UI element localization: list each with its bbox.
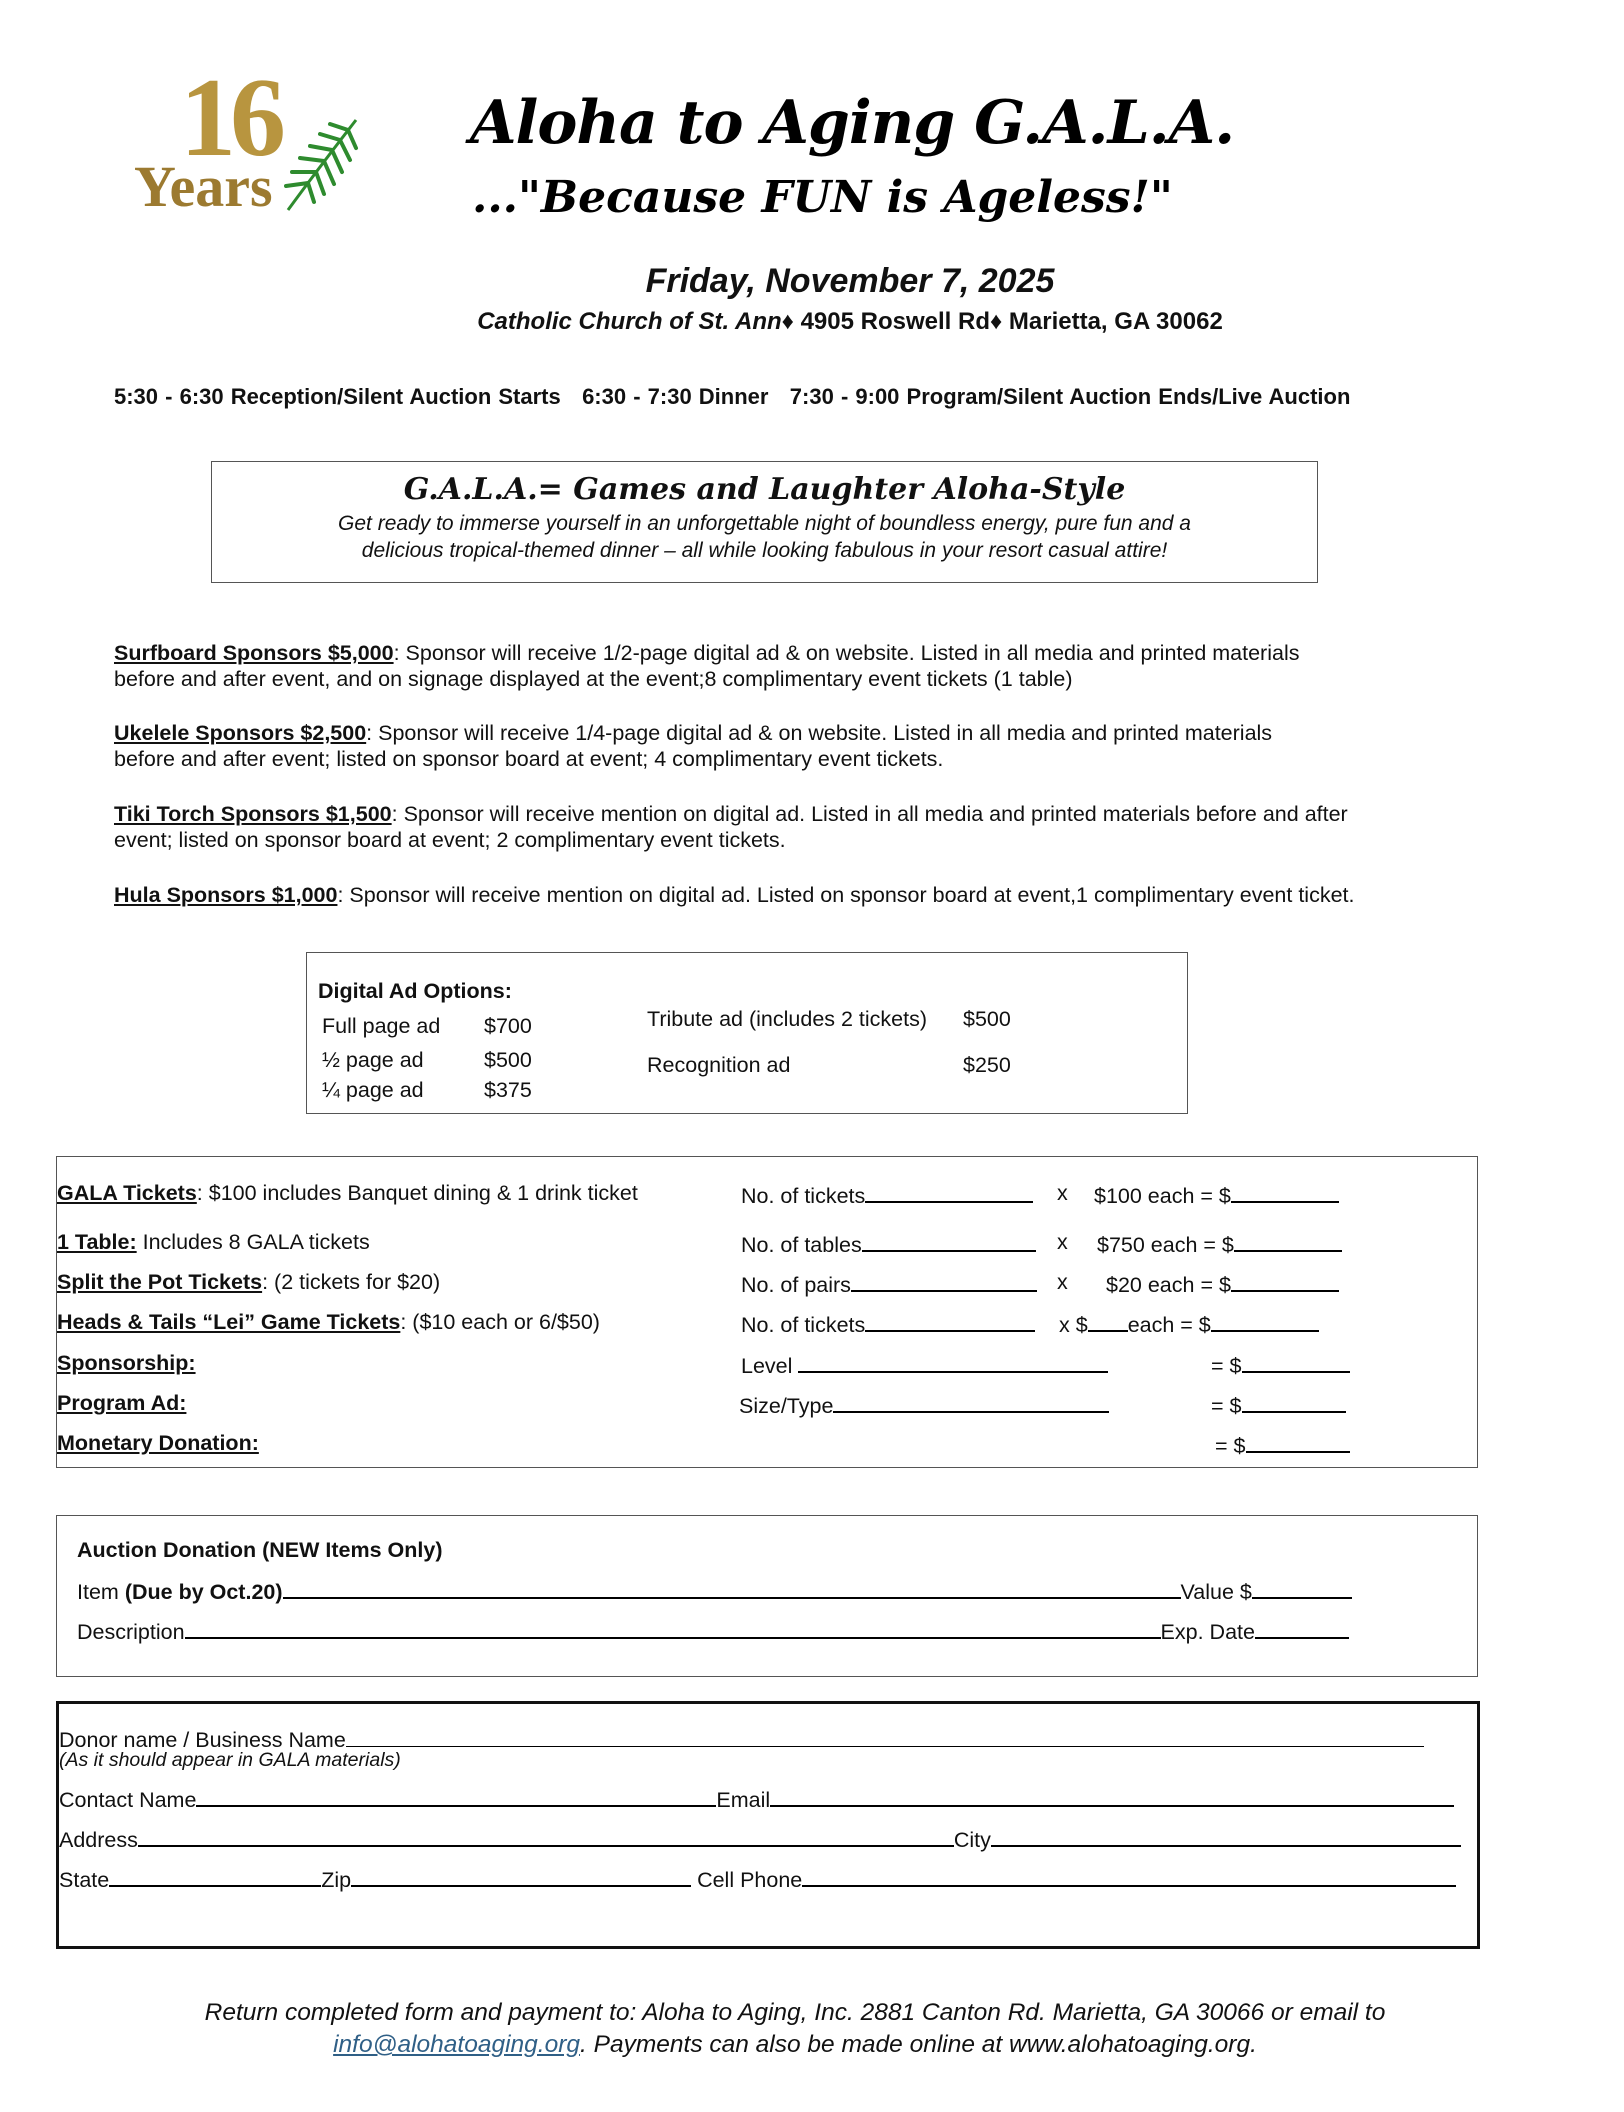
order-label: 1 Table: [57,1230,137,1254]
sixteen-years-logo [128,56,358,222]
order-form-box [56,1156,1478,1468]
donor-info-box [56,1701,1480,1949]
order-label: Program Ad: [57,1391,187,1415]
digital-ad-options-box [306,952,1188,1114]
order-mult: x [1057,1270,1068,1294]
order-total-blank[interactable] [1246,1431,1350,1453]
ad-option-name: Recognition ad [647,1053,791,1077]
cell-phone-blank[interactable] [802,1865,1456,1887]
order-qty-field[interactable] [741,1230,1036,1258]
order-qty-blank[interactable] [798,1351,1108,1373]
return-line-2-rest: . Payments can also be made online at www.alohatoaging.org. [580,2031,1257,2058]
auction-title: Auction Donation (NEW Items Only) [77,1538,443,1562]
ad-option-price: $700 [484,1014,532,1038]
gala-heading: G.A.L.A.= Games and Laughter Aloha-Style [403,472,1126,507]
sponsor-level-label: Ukelele Sponsors $2,500 [114,721,367,745]
auction-item-field[interactable] [77,1577,1352,1605]
order-total-blank[interactable] [1242,1391,1346,1413]
order-mult: x [1057,1230,1068,1254]
sponsor-level-label: Surfboard Sponsors $5,000 [114,641,394,665]
state-label: State [59,1868,110,1892]
auction-value-blank[interactable] [1252,1577,1352,1599]
ad-option-name: Full page ad [322,1014,441,1038]
ad-option-price: $500 [484,1048,532,1072]
sponsor-ukelele [114,720,1484,772]
sponsor-benefits: : Sponsor will receive 1/2-page digital ad & on website. Listed in all media and printed materials [393,641,1300,665]
gala-description-box [211,461,1318,583]
sponsor-surfboard [114,640,1484,692]
order-price-label: $100 each = $ [1094,1184,1231,1208]
venue-separator-2: ♦ [989,308,1003,335]
order-label: Split the Pot Tickets [57,1270,263,1294]
order-row-sponsorship [57,1351,196,1376]
order-label: GALA Tickets [57,1181,197,1205]
donor-name-note: (As it should appear in GALA materials) [59,1749,401,1771]
auction-item-blank[interactable] [283,1577,1181,1599]
order-qty-field[interactable] [741,1351,1108,1379]
order-total-blank[interactable] [1231,1270,1339,1292]
order-label: Monetary Donation: [57,1431,259,1455]
event-title: Aloha to Aging G.A.L.A. [470,88,1235,158]
order-total-field[interactable] [1215,1431,1350,1459]
auction-donation-box [56,1515,1478,1677]
order-row-program-ad [57,1391,186,1416]
auction-item-due: (Due by Oct.20) [124,1580,283,1604]
sponsor-benefits: : Sponsor will receive 1/4-page digital ad & on website. Listed in all media and printed materials [366,721,1273,745]
order-desc: : ($10 each or 6/$50) [400,1310,600,1334]
order-price-label: each = $ [1127,1313,1211,1337]
event-tagline: ..."Because FUN is Ageless!" [472,172,1173,223]
order-row-monetary-donation [57,1431,259,1456]
return-line-2 [0,2029,1590,2061]
venue-separator-1: ♦ [781,308,794,335]
sponsor-level-label: Tiki Torch Sponsors $1,500 [114,802,392,826]
order-unit-price-field[interactable] [1059,1310,1319,1338]
donor-name-blank[interactable] [346,1726,1424,1747]
donor-name-label: Donor name / Business Name [59,1728,346,1752]
event-venue [0,308,1624,336]
email-link[interactable]: info@alohatoaging.org [333,2031,581,2058]
sponsor-benefits-cont: event; listed on sponsor board at event; 2 complimentary event tickets. [114,828,786,852]
order-row-table [57,1230,370,1255]
gala-description-line-2: delicious tropical-themed dinner – all while looking fabulous in your resort casual attire! [361,539,1168,562]
order-total-field[interactable] [1211,1391,1346,1419]
cell-phone-label: Cell Phone [697,1868,803,1892]
zip-label: Zip [321,1868,352,1892]
order-label: Heads & Tails “Lei” Game Tickets [57,1310,401,1334]
digital-ad-title: Digital Ad Options: [318,979,512,1003]
ad-option-price: $250 [963,1053,1011,1077]
order-qty-label: No. of pairs [741,1273,851,1297]
order-total-blank[interactable] [1242,1351,1350,1373]
venue-church: Catholic Church of St. Ann [477,308,782,335]
state-blank[interactable] [109,1865,321,1887]
order-total-blank[interactable] [1234,1230,1342,1252]
gala-description [232,510,1297,564]
order-label: Sponsorship: [57,1351,196,1375]
auction-exp-date-label: Exp. Date [1160,1620,1255,1644]
order-qty-label: No. of tickets [741,1313,866,1337]
email-blank[interactable] [770,1785,1454,1807]
email-label: Email [716,1788,771,1812]
order-price-label: = $ [1211,1394,1242,1418]
order-qty-field[interactable] [741,1310,1035,1338]
order-row-heads-tails [57,1310,600,1335]
ad-option-name: ¼ page ad [322,1078,424,1102]
ad-option-price: $500 [963,1007,1011,1031]
order-row-gala-tickets [57,1181,638,1206]
order-total-field[interactable] [1211,1351,1350,1379]
order-total-field[interactable] [1106,1270,1339,1298]
order-qty-field[interactable] [741,1181,1033,1209]
logo-number: 16 [180,56,280,180]
return-instructions [0,1997,1590,2061]
order-desc: : (2 tickets for $20) [262,1270,441,1294]
sponsor-benefits: : Sponsor will receive mention on digital ad. Listed on sponsor board at event,1 complimentary event ticket. [337,883,1355,907]
ad-option-price: $375 [484,1078,532,1102]
auction-description-label: Description [77,1620,185,1644]
order-qty-label: Size/Type [739,1394,834,1418]
order-total-field[interactable] [1094,1181,1339,1209]
order-qty-field[interactable] [741,1270,1037,1298]
order-qty-label: Level [741,1354,793,1378]
sponsor-benefits-cont: before and after event, and on signage displayed at the event;8 complimentary event tickets (1 table) [114,667,1073,691]
order-qty-label: No. of tables [741,1233,862,1257]
address-blank[interactable] [138,1825,954,1847]
auction-value-label: Value $ [1180,1580,1252,1604]
order-qty-blank[interactable] [865,1181,1033,1203]
order-total-blank[interactable] [1211,1310,1319,1332]
order-mult: x [1057,1181,1068,1205]
order-desc: Includes 8 GALA tickets [136,1230,370,1254]
contact-name-label: Contact Name [59,1788,197,1812]
address-row [59,1825,1461,1853]
order-price-label: $20 each = $ [1106,1273,1231,1297]
contact-name-blank[interactable] [196,1785,716,1807]
sponsor-level-label: Hula Sponsors $1,000 [114,883,338,907]
order-mult: x $ [1059,1313,1088,1337]
sponsor-hula [114,882,1484,908]
order-total-field[interactable] [1097,1230,1342,1258]
contact-row [59,1785,1454,1813]
return-line-1: Return completed form and payment to: Aloha to Aging, Inc. 2881 Canton Rd. Marietta, GA 30066 or email to [204,1999,1386,2026]
auction-description-blank[interactable] [185,1617,1161,1639]
zip-blank[interactable] [351,1865,691,1887]
event-schedule: 5:30 - 6:30 Reception/Silent Auction Starts 6:30 - 7:30 Dinner 7:30 - 9:00 Program/Silent Auction Ends/Live Auction [114,384,1351,409]
order-qty-label: No. of tickets [741,1184,866,1208]
order-price-label: = $ [1211,1354,1242,1378]
venue-address: 4905 Roswell Rd [800,308,990,335]
order-qty-blank[interactable] [862,1230,1036,1252]
venue-city: Marietta, GA 30062 [1008,308,1223,335]
ad-option-name: ½ page ad [322,1048,424,1072]
sponsor-benefits: : Sponsor will receive mention on digital ad. Listed in all media and printed materials before and after [391,802,1348,826]
order-qty-field[interactable] [739,1391,1109,1419]
sponsor-tiki-torch [114,801,1484,853]
gala-description-line-1: Get ready to immerse yourself in an unforgettable night of boundless energy, pure fun and a [338,512,1191,535]
auction-description-field[interactable] [77,1617,1349,1645]
order-qty-blank[interactable] [851,1270,1037,1292]
ad-option-name: Tribute ad (includes 2 tickets) [647,1007,928,1031]
logo-word: Years [134,154,273,219]
palm-leaf-icon [278,114,360,214]
address-label: Address [59,1828,138,1852]
order-unit-price-blank[interactable] [1088,1310,1128,1332]
sponsor-benefits-cont: before and after event; listed on sponsor board at event; 4 complimentary event tickets. [114,747,944,771]
city-blank[interactable] [991,1825,1461,1847]
order-qty-blank[interactable] [833,1391,1109,1413]
order-total-blank[interactable] [1231,1181,1339,1203]
order-price-label: = $ [1215,1434,1246,1458]
auction-item-label: Item [77,1580,119,1604]
order-row-split-pot [57,1270,440,1295]
order-desc: : $100 includes Banquet dining & 1 drink ticket [196,1181,638,1205]
city-label: City [953,1828,991,1852]
auction-exp-date-blank[interactable] [1255,1617,1349,1639]
order-price-label: $750 each = $ [1097,1233,1234,1257]
order-qty-blank[interactable] [865,1310,1035,1332]
event-date: Friday, November 7, 2025 [645,262,1055,300]
state-row [59,1865,1456,1893]
